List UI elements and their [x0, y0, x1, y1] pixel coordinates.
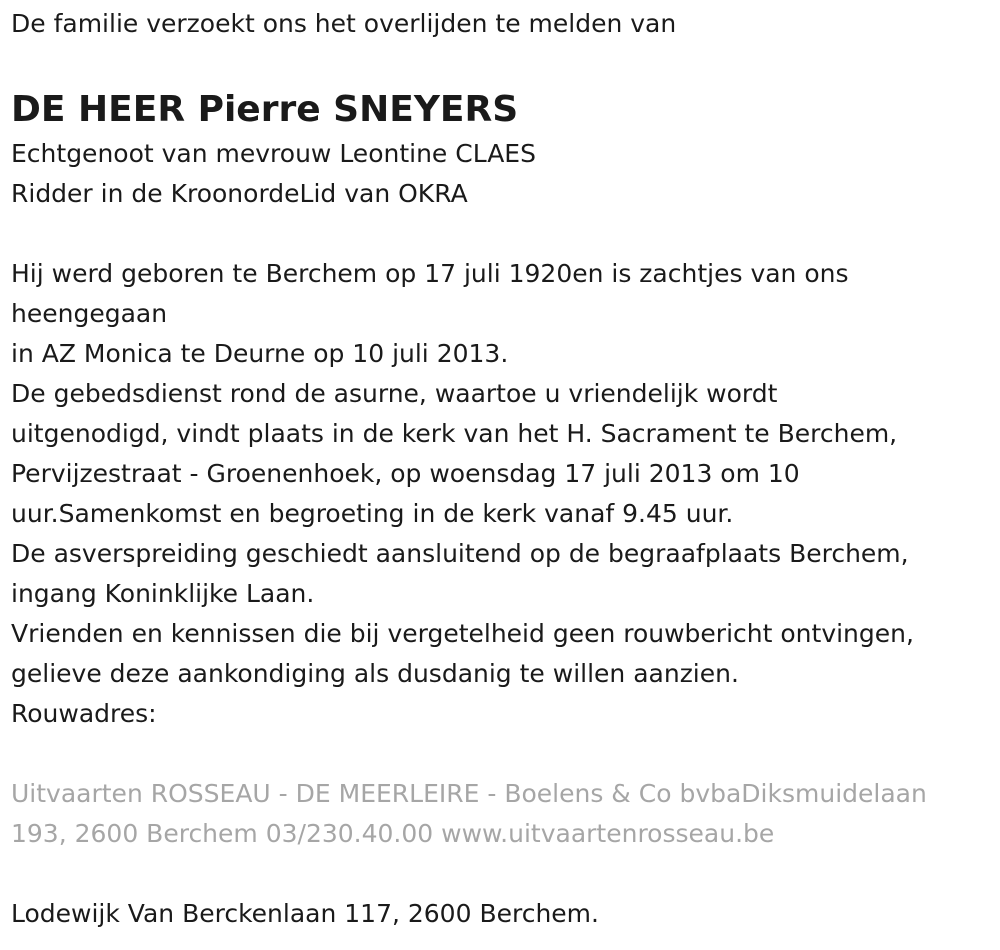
- spacer: [11, 854, 986, 894]
- body-line: De asverspreiding geschiedt aansluitend op de begraafplaats Berchem,: [11, 539, 909, 568]
- body-line: uur.Samenkomst en begroeting in de kerk vanaf 9.45 uur.: [11, 499, 734, 528]
- death-notice: [11, 0, 986, 934]
- body-line: gelieve deze aankondiging als dusdanig te willen aanzien.: [11, 659, 739, 688]
- undertaker-line: 193, 2600 Berchem 03/230.40.00 www.uitvaartenrosseau.be: [11, 819, 775, 848]
- rouwadres-label: Rouwadres:: [11, 699, 157, 728]
- body-line: heengegaan: [11, 299, 168, 328]
- body-line: De gebedsdienst rond de asurne, waartoe u vriendelijk wordt: [11, 379, 778, 408]
- title-line: Echtgenoot van mevrouw Leontine CLAES: [11, 139, 536, 168]
- spacer: [11, 734, 986, 774]
- spacer: [11, 214, 986, 254]
- intro-text: De familie verzoekt ons het overlijden te melden van: [11, 9, 677, 38]
- body-line: Hij werd geboren te Berchem op 17 juli 1920en is zachtjes van ons: [11, 259, 849, 288]
- undertaker-line: Uitvaarten ROSSEAU - DE MEERLEIRE - Boelens & Co bvbaDiksmuidelaan: [11, 779, 927, 808]
- body-line: Vrienden en kennissen die bij vergetelheid geen rouwbericht ontvingen,: [11, 619, 914, 648]
- mourning-address: Lodewijk Van Berckenlaan 117, 2600 Berchem.: [11, 899, 599, 928]
- body-line: in AZ Monica te Deurne op 10 juli 2013.: [11, 339, 509, 368]
- body-line: uitgenodigd, vindt plaats in de kerk van het H. Sacrament te Berchem,: [11, 419, 898, 448]
- deceased-name: DE HEER Pierre SNEYERS: [11, 89, 519, 130]
- title-line: Ridder in de KroonordeLid van OKRA: [11, 179, 468, 208]
- body-line: ingang Koninklijke Laan.: [11, 579, 315, 608]
- body-line: Pervijzestraat - Groenenhoek, op woensdag 17 juli 2013 om 10: [11, 459, 800, 488]
